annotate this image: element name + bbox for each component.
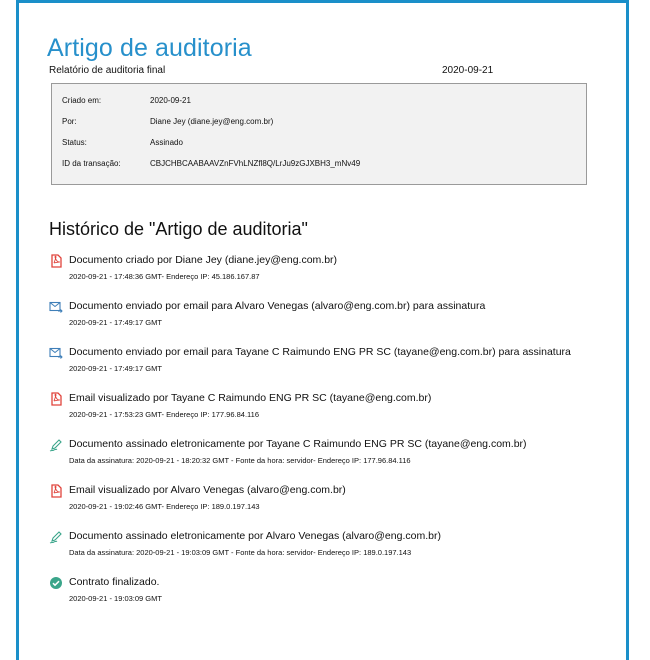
history-title: Histórico de "Artigo de auditoria" bbox=[49, 219, 308, 239]
event-detail: 2020-09-21 - 17:48:36 GMT- Endereço IP: 45.186.167.87 bbox=[69, 272, 260, 281]
info-value: CBJCHBCAABAAVZnFVhLNZfl8Q/LrJu9zGJXBH3_mNv49 bbox=[150, 159, 361, 168]
event-detail: 2020-09-21 - 17:49:17 GMT bbox=[69, 364, 162, 373]
history-event bbox=[49, 346, 609, 392]
event-detail: Data da assinatura: 2020-09-21 - 19:03:09 GMT - Fonte da hora: servidor- Endereço IP: 189.0.197.143 bbox=[69, 548, 412, 557]
event-text: Documento assinado eletronicamente por Alvaro Venegas (alvaro@eng.com.br) bbox=[69, 530, 441, 542]
event-detail: 2020-09-21 - 17:49:17 GMT bbox=[69, 318, 162, 327]
report-subtitle: Relatório de auditoria final bbox=[49, 65, 166, 76]
page-title: Artigo de auditoria bbox=[47, 34, 252, 62]
sign-pen-icon bbox=[49, 438, 63, 452]
history-event bbox=[49, 392, 609, 438]
event-detail: 2020-09-21 - 19:02:46 GMT- Endereço IP: 189.0.197.143 bbox=[69, 502, 260, 511]
check-circle-icon bbox=[49, 576, 63, 590]
history-event bbox=[49, 300, 609, 346]
event-text: Email visualizado por Tayane C Raimundo ENG PR SC (tayane@eng.com.br) bbox=[69, 392, 432, 404]
report-date: 2020-09-21 bbox=[442, 65, 494, 76]
event-text: Documento assinado eletronicamente por Tayane C Raimundo ENG PR SC (tayane@eng.com.br) bbox=[69, 438, 527, 450]
info-value: Assinado bbox=[150, 138, 183, 147]
info-value: 2020-09-21 bbox=[150, 96, 191, 105]
email-send-icon bbox=[49, 300, 63, 314]
history-event bbox=[49, 254, 609, 300]
pdf-icon bbox=[49, 484, 63, 498]
info-row-transaction-id bbox=[52, 155, 586, 176]
event-text: Documento criado por Diane Jey (diane.jey@eng.com.br) bbox=[69, 254, 338, 266]
email-send-icon bbox=[49, 346, 63, 360]
event-text: Contrato finalizado. bbox=[69, 576, 160, 588]
event-text: Documento enviado por email para Alvaro Venegas (alvaro@eng.com.br) para assinatura bbox=[69, 300, 486, 312]
event-detail: 2020-09-21 - 17:53:23 GMT- Endereço IP: 177.96.84.116 bbox=[69, 410, 259, 419]
history-event bbox=[49, 530, 609, 576]
event-text: Documento enviado por email para Tayane C Raimundo ENG PR SC (tayane@eng.com.br) para assinatura bbox=[69, 346, 571, 358]
pdf-icon bbox=[49, 254, 63, 268]
history-list bbox=[49, 254, 609, 622]
sign-pen-icon bbox=[49, 530, 63, 544]
info-row-status bbox=[52, 134, 586, 155]
history-event bbox=[49, 576, 609, 622]
history-event bbox=[49, 438, 609, 484]
info-row-created bbox=[52, 92, 586, 113]
info-label: Status: bbox=[62, 138, 87, 147]
pdf-icon bbox=[49, 392, 63, 406]
info-label: Por: bbox=[62, 117, 77, 126]
info-label: ID da transação: bbox=[62, 159, 121, 168]
info-value: Diane Jey (diane.jey@eng.com.br) bbox=[150, 117, 274, 126]
event-text: Email visualizado por Alvaro Venegas (alvaro@eng.com.br) bbox=[69, 484, 346, 496]
info-label: Criado em: bbox=[62, 96, 102, 105]
info-box bbox=[51, 83, 587, 185]
event-detail: Data da assinatura: 2020-09-21 - 18:20:32 GMT - Fonte da hora: servidor- Endereço IP: 177.96.84.116 bbox=[69, 456, 411, 465]
history-event bbox=[49, 484, 609, 530]
event-detail: 2020-09-21 - 19:03:09 GMT bbox=[69, 594, 162, 603]
info-row-author bbox=[52, 113, 586, 134]
